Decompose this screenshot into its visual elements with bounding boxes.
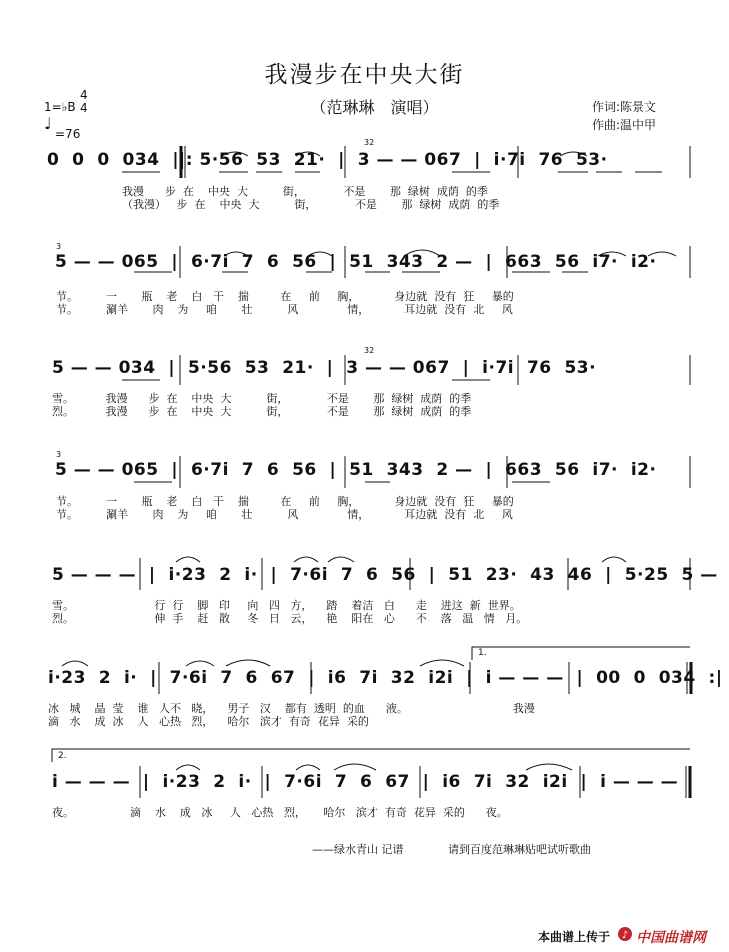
time-signature-top: 4 [80, 88, 88, 102]
song-title: 我漫步在中央大街 [264, 62, 465, 88]
lyrics-row-6-verse-2: 滴 水 成 冰 人 心热 烈， 哈尔 滨才 有奇 花异 采的 [48, 715, 369, 728]
lyrics-row-1-verse-2: （我漫） 步 在 中央 大 街， 不是 那 绿树 成荫 的季 [122, 198, 500, 211]
notation-row-6: i·23 2 i· | 7·6i 7 6 67 | i6 7i 32 i2i | i — — — | 00 0 034 :| [48, 668, 723, 688]
lyrics-row-4-verse-1: 节。 一 瓶 老 白 干 揣 在 前 胸， 身边就 没有 狂 暴的 [56, 495, 514, 508]
volta-1-label: 1. [478, 648, 487, 658]
song-subtitle: （范琳琳 演唱） [310, 98, 439, 117]
time-signature-bottom: 4 [80, 101, 88, 115]
site-logo-icon [616, 926, 634, 942]
lyrics-row-3-verse-1: 雪。 我漫 步 在 中央 大 街， 不是 那 绿树 成荫 的季 [52, 392, 472, 405]
lyrics-row-3-verse-2: 烈。 我漫 步 在 中央 大 街， 不是 那 绿树 成荫 的季 [52, 405, 472, 418]
transcriber-credit: ——绿水青山 记谱 [312, 843, 404, 856]
tempo-marking: =76 [55, 127, 81, 141]
notation-row-4: 5 — — 065 | 6·7i 7 6 56 | 51 343 2 — | 663 56 i7· i2· [55, 460, 657, 480]
notation-row-1: 0 0 0 034 ||: 5·56 53 21· | 3 — — 067 | i·7i 76 53· [47, 150, 608, 170]
site-logo: 中国曲谱网 [636, 930, 706, 946]
lyrics-row-4-verse-2: 节。 涮羊 肉 为 咱 壮 风 情， 耳边就 没有 北 风 [56, 508, 513, 521]
time-signature [80, 89, 88, 115]
lyrics-row-6-verse-1: 冰 城 晶 莹 谁 人不 晓， 男子 汉 都有 透明 的血 液。 我漫 [48, 702, 535, 715]
notation-row-7: i — — — | i·23 2 i· | 7·6i 7 6 67 | i6 7i 32 i2i | i — — — [52, 772, 679, 792]
grace-note: 32 [364, 346, 375, 355]
notation-row-2: 5 — — 065 | 6·7i 7 6 56 | 51 343 2 — | 663 56 i7· i2· [55, 252, 657, 272]
lyrics-row-1-verse-1: 我漫 步 在 中央 大 街， 不是 那 绿树 成荫 的季 [122, 185, 488, 198]
lyrics-row-5-verse-1: 雪。 行 行 脚 印 向 四 方， 踏 着洁 白 走 进这 新 世界。 [52, 599, 521, 612]
svg-text:♪: ♪ [621, 930, 629, 941]
grace-note: 3 [56, 242, 62, 251]
quarter-note-icon: ♩ [44, 114, 52, 133]
grace-note: 32 [364, 138, 375, 147]
notation-row-3: 5 — — 034 | 5·56 53 21· | 3 — — 067 | i·7i 76 53· [52, 358, 597, 378]
lyricist: 作词:陈景文 [592, 100, 657, 114]
grace-note: 3 [56, 450, 62, 459]
notation-row-5: 5 — — — | i·23 2 i· | 7·6i 7 6 56 | 51 23· 43 46 | 5·25 5 — [52, 565, 718, 585]
upload-note: 本曲谱上传于 [538, 930, 611, 944]
volta-2-label: 2. [58, 751, 67, 761]
lyrics-row-2-verse-1: 节。 一 瓶 老 白 干 揣 在 前 胸， 身边就 没有 狂 暴的 [56, 290, 514, 303]
lyrics-row-7: 夜。 滴 水 成 冰 人 心热 烈， 哈尔 滨才 有奇 花异 采的 夜。 [52, 806, 508, 819]
key-signature: 1=♭B [44, 100, 76, 114]
composer: 作曲:温中甲 [592, 118, 657, 132]
lyrics-row-5-verse-2: 烈。 伸 手 赶 散 冬 日 云， 艳 阳在 心 不 落 温 情 月。 [52, 612, 528, 625]
lyrics-row-2-verse-2: 节。 涮羊 肉 为 咱 壮 风 情， 耳边就 没有 北 风 [56, 303, 513, 316]
listen-note: 请到百度范琳琳贴吧试听歌曲 [448, 843, 591, 856]
